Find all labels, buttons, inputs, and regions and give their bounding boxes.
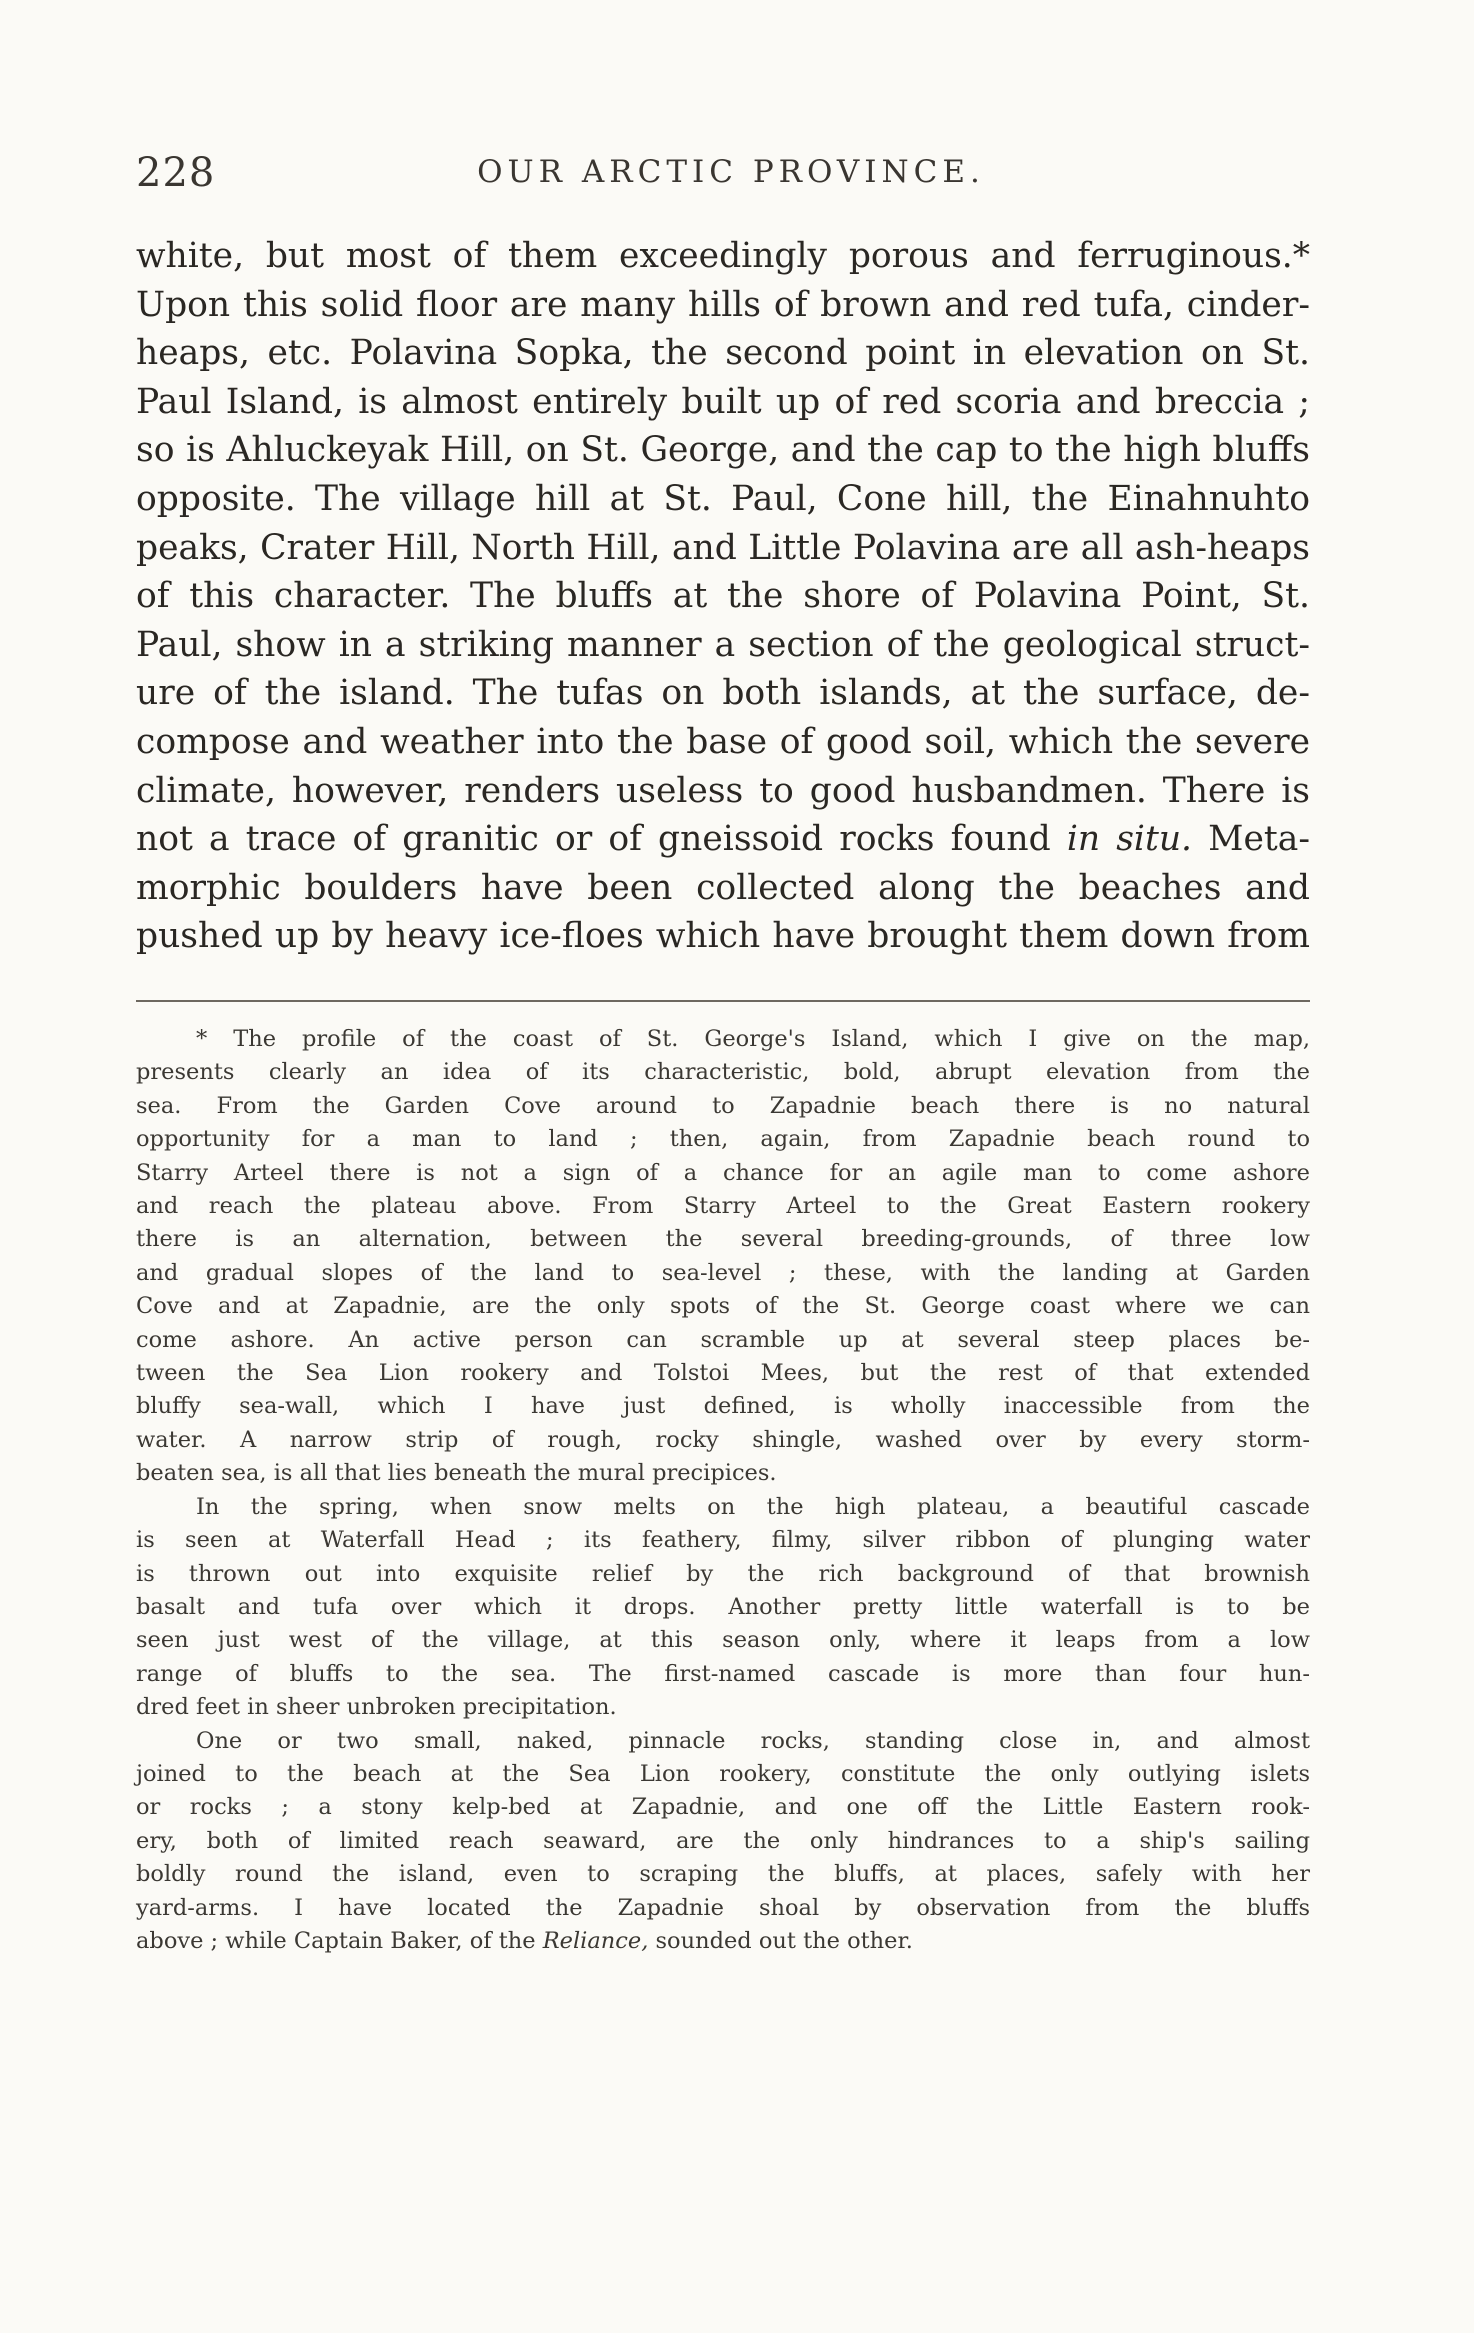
footnote-line: Starry Arteel there is not a sign of a chance for an agile man to come ashore: [136, 1159, 1310, 1186]
footnote-line: In the spring, when snow melts on the high plateau, a beautiful cascade: [196, 1493, 1310, 1520]
footnote-line-mixed: [136, 1925, 1310, 1958]
footnote-paragraph: [136, 1491, 1310, 1725]
body-line: heaps, etc. Polavina Sopka, the second point in elevation on St.: [136, 333, 1310, 374]
body-line: compose and weather into the base of good soil, which the severe: [136, 721, 1310, 762]
footnote-line: basalt and tufa over which it drops. Another pretty little waterfall is to be: [136, 1593, 1310, 1620]
footnote-line: opportunity for a man to land ; then, again, from Zapadnie beach round to: [136, 1126, 1310, 1153]
footnote-paragraph: [136, 1023, 1310, 1491]
body-line: ure of the island. The tufas on both islands, at the surface, de-: [136, 673, 1310, 714]
body-line: so is Ahluckeyak Hill, on St. George, and the cap to the high bluffs: [136, 430, 1310, 471]
footnote-line: Cove and at Zapadnie, are the only spots of the St. George coast where we can: [136, 1293, 1310, 1320]
body-line: Upon this solid floor are many hills of brown and red tufa, cinder-: [136, 284, 1310, 325]
footnote-line: and reach the plateau above. From Starry Arteel to the Great Eastern rookery: [136, 1193, 1310, 1220]
footnote-line: boldly round the island, even to scraping the bluffs, at places, safely with her: [136, 1861, 1310, 1888]
footnote-line: is thrown out into exquisite relief by the rich background of that brownish: [136, 1560, 1310, 1587]
body-text-run: not a trace of granitic or of gneissoid rocks found: [136, 819, 1051, 860]
footnote-text-run: sounded out the other.: [655, 1927, 913, 1954]
body-line: white, but most of them exceedingly porous and ferruginous.*: [136, 236, 1310, 276]
footnote-line: tween the Sea Lion rookery and Tolstoi Mees, but the rest of that extended: [136, 1360, 1310, 1387]
body-line: peaks, Crater Hill, North Hill, and Little Polavina are all ash-heaps: [136, 527, 1310, 568]
footnote-line: ery, both of limited reach seaward, are the only hindrances to a ship's sailing: [136, 1827, 1310, 1854]
body-line: of this character. The bluffs at the shore of Polavina Point, St.: [136, 576, 1310, 617]
page-header: [136, 150, 1326, 200]
footnote-line: bluffy sea-wall, which I have just defined, is wholly inaccessible from the: [136, 1393, 1310, 1420]
running-title: OUR ARCTIC PROVINCE.: [477, 154, 985, 190]
page-number: 228: [136, 150, 216, 196]
footnote-line: seen just west of the village, at this season only, where it leaps from a low: [136, 1627, 1310, 1654]
body-line: opposite. The village hill at St. Paul, Cone hill, the Einahnuhto: [136, 478, 1310, 519]
footnote-line: One or two small, naked, pinnacle rocks, standing close in, and almost: [196, 1727, 1310, 1754]
footnote-line: come ashore. An active person can scramble up at several steep places be-: [136, 1326, 1310, 1353]
footnote-line: joined to the beach at the Sea Lion rookery, constitute the only outlying islets: [136, 1760, 1310, 1787]
footnote-line: there is an alternation, between the several breeding-grounds, of three low: [136, 1226, 1310, 1253]
italic-phrase: in situ.: [1066, 819, 1193, 860]
footnote-line: range of bluffs to the sea. The first-named cascade is more than four hun-: [136, 1660, 1310, 1687]
footnote-paragraph: [136, 1725, 1310, 1959]
body-text: [136, 232, 1310, 961]
body-line: Paul, show in a striking manner a section of the geological struct-: [136, 624, 1310, 665]
footnote-block: [136, 1023, 1310, 1958]
ship-name: Reliance,: [542, 1927, 649, 1954]
footnote-line: sea. From the Garden Cove around to Zapadnie beach there is no natural: [136, 1092, 1310, 1119]
body-text-run: Meta-: [1208, 819, 1311, 860]
body-line: pushed up by heavy ice-floes which have brought them down from: [136, 916, 1310, 957]
footnote-line: or rocks ; a stony kelp-bed at Zapadnie, and one off the Little Eastern rook-: [136, 1794, 1310, 1821]
footnote-line: * The profile of the coast of St. George's Island, which I give on the map,: [196, 1026, 1310, 1052]
footnote-line: and gradual slopes of the land to sea-level ; these, with the landing at Garden: [136, 1259, 1310, 1286]
body-line-mixed: [136, 815, 1310, 864]
footnote-divider: [136, 1000, 1310, 1002]
body-line: Paul Island, is almost entirely built up of red scoria and breccia ;: [136, 381, 1310, 422]
footnote-text-run: above ; while Captain Baker, of the: [136, 1927, 536, 1954]
body-line: climate, however, renders useless to good husbandmen. There is: [136, 770, 1310, 811]
footnote-line: yard-arms. I have located the Zapadnie shoal by observation from the bluffs: [136, 1894, 1310, 1921]
footnote-line: is seen at Waterfall Head ; its feathery, filmy, silver ribbon of plunging water: [136, 1527, 1310, 1554]
footnote-line: water. A narrow strip of rough, rocky shingle, washed over by every storm-: [136, 1426, 1310, 1453]
footnote-line: dred feet in sheer unbroken precipitation.: [136, 1694, 617, 1721]
body-line: morphic boulders have been collected along the beaches and: [136, 867, 1310, 908]
footnote-line: presents clearly an idea of its characteristic, bold, abrupt elevation from the: [136, 1059, 1310, 1086]
footnote-line: beaten sea, is all that lies beneath the mural precipices.: [136, 1460, 777, 1487]
